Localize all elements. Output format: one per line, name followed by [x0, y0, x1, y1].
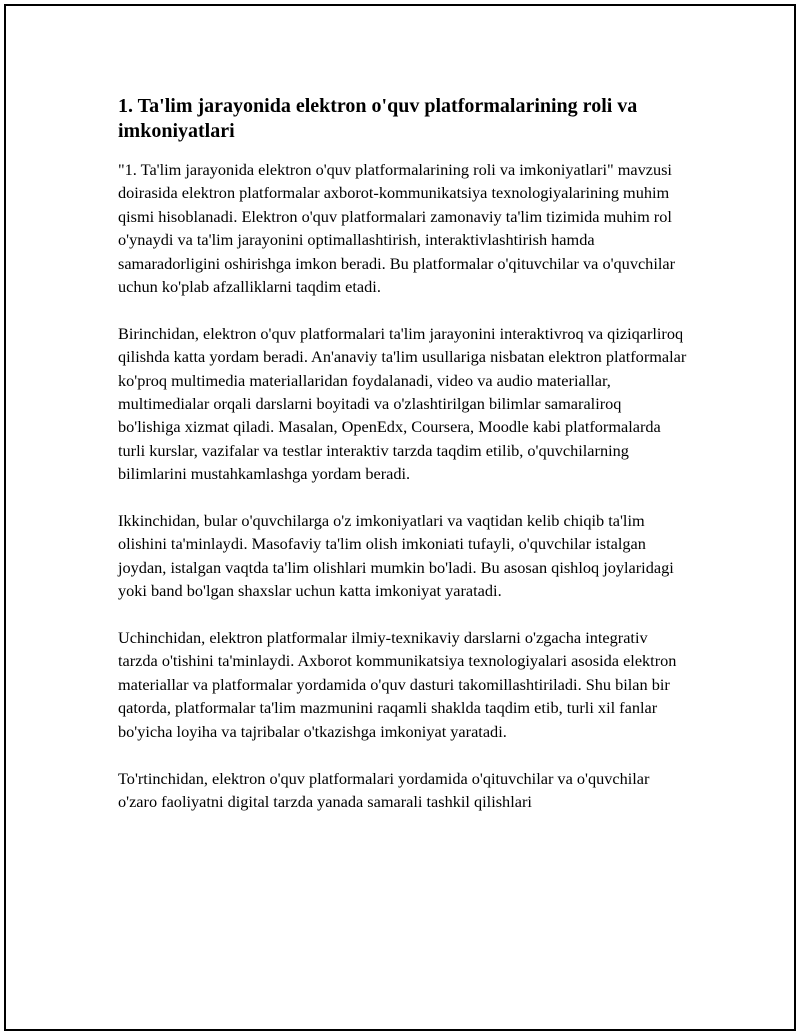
document-body	[118, 94, 688, 837]
paragraph-third: Uchinchidan, elektron platformalar ilmiy-texnikaviy darslarni o'zgacha integrativ tarzda o'tishini ta'minlaydi. Axborot kommunikatsiya texnologiyalari asosida elektron materiallar va platformalar yordamida o'quv dasturi takomillashtiriladi. Shu bilan bir qatorda, platformalar ta'lim mazmunini raqamli shaklda taqdim etib, turli xil fanlar bo'yicha loyiha va tajribalar o'tkazishga imkoniyat yaratadi.	[118, 628, 677, 741]
paragraph-first: Birinchidan, elektron o'quv platformalari ta'lim jarayonini interaktivroq va qiziqarliroq qilishda katta yordam beradi. An'anaviy ta'lim usullariga nisbatan elektron platformalar ko'proq multimedia materiallaridan foydalanadi, video va audio materiallar, multimedialar orqali darslarni boyitadi va o'zlashtirilgan bilimlar samaraliroq bo'lishiga xizmat qiladi. Masalan, OpenEdx, Coursera, Moodle kabi platformalarda turli kurslar, vazifalar va testlar interaktiv tarzda taqdim etilib, o'quvchilarning bilimlarini mustahkamlashga yordam beradi.	[118, 323, 687, 484]
section-heading: 1. Ta'lim jarayonida elektron o'quv platformalarining roli va imkoniyatlari	[118, 95, 638, 142]
paragraph-fourth: To'rtinchidan, elektron o'quv platformalari yordamida o'qituvchilar va o'quvchilar o'zaro faoliyatni digital tarzda yanada samarali tashkil qilishlari	[118, 768, 650, 811]
paragraph-intro: "1. Ta'lim jarayonida elektron o'quv platformalarining roli va imkoniyatlari" mavzusi doirasida elektron platformalar axborot-kommunikatsiya texnologiyalarining muhim qismi hisoblanadi. Elektron o'quv platformalari zamonaviy ta'lim tizimida muhim rol o'ynaydi va ta'lim jarayonini optimallashtirish, interaktivlashtirish hamda samaradorligini oshirishga imkon beradi. Bu platformalar o'qituvchilar va o'quvchilar uchun ko'plab afzalliklarni taqdim etadi.	[118, 160, 676, 297]
paragraph-second: Ikkinchidan, bular o'quvchilarga o'z imkoniyatlari va vaqtidan kelib chiqib ta'lim olishini ta'minlaydi. Masofaviy ta'lim olish imkoniati tufayli, o'quvchilar istalgan joydan, istalgan vaqtda ta'lim olishlari mumkin bo'ladi. Bu asosan qishloq joylaridagi yoki band bo'lgan shaxslar uchun katta imkoniyat yaratadi.	[118, 511, 674, 601]
